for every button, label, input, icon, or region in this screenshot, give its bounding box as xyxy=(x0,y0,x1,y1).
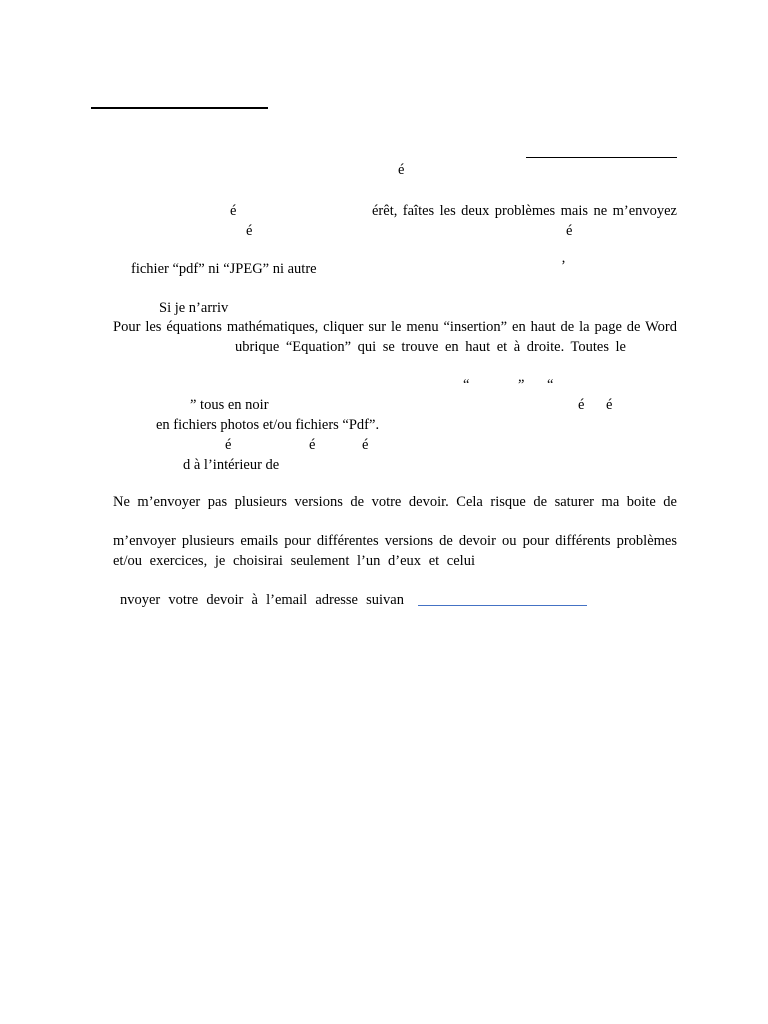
problems-instruction-line: érêt, faîtes les deux problèmes mais ne m’envoyez xyxy=(372,203,677,219)
text-fragment: “ xyxy=(547,377,554,393)
multiple-emails-line: m’envoyer plusieurs emails pour différentes versions de devoir ou pour différents problèmes xyxy=(113,533,677,549)
text-fragment: é xyxy=(309,437,316,453)
equation-menu-line: ubrique “Equation” qui se trouve en haut et à droite. Toutes le xyxy=(235,339,626,355)
text-fragment: ” xyxy=(518,377,525,393)
title-underline xyxy=(91,107,268,109)
text-fragment: é xyxy=(398,162,405,178)
equations-instruction-line: Pour les équations mathématiques, cliquer sur le menu “insertion” en haut de la page de Word xyxy=(113,319,677,335)
send-email-line: nvoyer votre devoir à l’email adresse suivan xyxy=(120,592,404,608)
text-fragment: Si je n’arriv xyxy=(159,300,229,316)
text-fragment: é xyxy=(225,437,232,453)
text-fragment: é xyxy=(578,397,585,413)
text-fragment: é xyxy=(246,223,253,239)
text-fragment: é xyxy=(230,203,237,219)
text-fragment: d à l’intérieur de xyxy=(183,457,280,473)
text-fragment: é xyxy=(566,223,573,239)
text-fragment: “ xyxy=(463,377,470,393)
file-format-line: fichier “pdf” ni “JPEG” ni autre xyxy=(131,261,317,277)
photo-pdf-line: en fichiers photos et/ou fichiers “Pdf”. xyxy=(156,417,380,433)
text-fragment: é xyxy=(606,397,613,413)
text-fragment: é xyxy=(362,437,369,453)
versions-warning-line: Ne m’envoyer pas plusieurs versions de votre devoir. Cela risque de saturer ma boite de xyxy=(113,494,677,510)
email-link[interactable] xyxy=(418,605,587,606)
text-fragment: ” tous en noir xyxy=(190,397,269,413)
exercise-choice-line: et/ou exercices, je choisirai seulement l’un d’eux et celui xyxy=(113,553,475,569)
header-right-rule xyxy=(526,157,677,158)
text-fragment: ’ xyxy=(561,258,566,274)
